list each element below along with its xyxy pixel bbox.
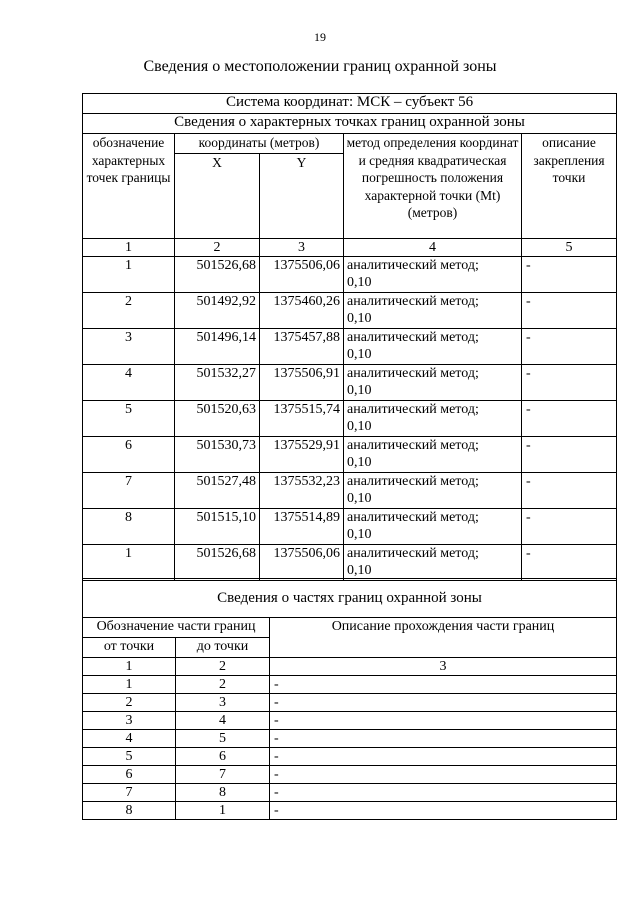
- method-text: аналитический метод;: [347, 402, 479, 417]
- coordinate-y: 1375529,91: [260, 437, 344, 473]
- parts-table: [82, 578, 617, 820]
- part-row: [83, 748, 617, 766]
- from-point: 5: [83, 748, 176, 766]
- method-cell: [344, 545, 522, 581]
- fixing-description: -: [522, 545, 617, 581]
- part-description: -: [270, 748, 617, 766]
- from-point: 3: [83, 712, 176, 730]
- coordinate-x: 501530,73: [175, 437, 260, 473]
- accuracy-value: 0,10: [347, 383, 372, 398]
- coordinate-y: 1375506,06: [260, 257, 344, 293]
- to-point-header: до точки: [176, 638, 270, 658]
- point-row: [83, 293, 617, 329]
- fixing-description: -: [522, 365, 617, 401]
- method-cell: [344, 401, 522, 437]
- column-number: 3: [270, 658, 617, 676]
- column-number: 3: [260, 239, 344, 257]
- point-row: [83, 437, 617, 473]
- x-header: X: [175, 154, 260, 239]
- to-point: 7: [176, 766, 270, 784]
- point-number: 2: [83, 293, 175, 329]
- point-number: 8: [83, 509, 175, 545]
- method-cell: [344, 473, 522, 509]
- fixing-description: -: [522, 401, 617, 437]
- part-row: [83, 784, 617, 802]
- method-cell: [344, 365, 522, 401]
- point-number: 5: [83, 401, 175, 437]
- coordinate-x: 501496,14: [175, 329, 260, 365]
- from-point: 2: [83, 694, 176, 712]
- coordinate-y: 1375532,23: [260, 473, 344, 509]
- method-text: аналитический метод;: [347, 330, 479, 345]
- method-text: аналитический метод;: [347, 294, 479, 309]
- parts-section-title: Сведения о частях границ охранной зоны: [83, 579, 617, 618]
- point-number: 1: [83, 545, 175, 581]
- point-row: [83, 545, 617, 581]
- column-number: 1: [83, 658, 176, 676]
- coordinates-header: координаты (метров): [175, 134, 344, 154]
- part-row: [83, 802, 617, 820]
- method-text: аналитический метод;: [347, 474, 479, 489]
- column-number: 2: [175, 239, 260, 257]
- coordinate-x: 501492,92: [175, 293, 260, 329]
- to-point: 5: [176, 730, 270, 748]
- accuracy-value: 0,10: [347, 455, 372, 470]
- coordinate-x: 501526,68: [175, 545, 260, 581]
- point-row: [83, 473, 617, 509]
- part-description: -: [270, 802, 617, 820]
- method-cell: [344, 437, 522, 473]
- point-number: 7: [83, 473, 175, 509]
- part-description: -: [270, 730, 617, 748]
- page-number: 19: [314, 30, 326, 44]
- point-designation-header: обозначение характерных точек границы: [83, 134, 175, 239]
- accuracy-value: 0,10: [347, 527, 372, 542]
- column-number: 5: [522, 239, 617, 257]
- method-header: метод определения координат и средняя квадратическая погрешность положения характерной точки (Mt) (метров): [344, 134, 522, 239]
- coordinate-y: 1375514,89: [260, 509, 344, 545]
- coordinate-x: 501526,68: [175, 257, 260, 293]
- method-text: аналитический метод;: [347, 510, 479, 525]
- method-cell: [344, 257, 522, 293]
- to-point: 6: [176, 748, 270, 766]
- coordinate-x: 501532,27: [175, 365, 260, 401]
- coordinate-system-label: Система координат: МСК – субъект 56: [83, 94, 617, 114]
- from-point: 7: [83, 784, 176, 802]
- accuracy-value: 0,10: [347, 491, 372, 506]
- point-number: 3: [83, 329, 175, 365]
- part-description: -: [270, 766, 617, 784]
- part-description: -: [270, 784, 617, 802]
- fixing-description: -: [522, 329, 617, 365]
- to-point: 1: [176, 802, 270, 820]
- part-row: [83, 712, 617, 730]
- method-cell: [344, 509, 522, 545]
- to-point: 3: [176, 694, 270, 712]
- to-point: 8: [176, 784, 270, 802]
- part-row: [83, 730, 617, 748]
- part-row: [83, 766, 617, 784]
- part-row: [83, 694, 617, 712]
- part-description: -: [270, 694, 617, 712]
- point-number: 4: [83, 365, 175, 401]
- accuracy-value: 0,10: [347, 311, 372, 326]
- from-point: 4: [83, 730, 176, 748]
- from-point: 6: [83, 766, 176, 784]
- accuracy-value: 0,10: [347, 347, 372, 362]
- accuracy-value: 0,10: [347, 419, 372, 434]
- part-designation-header: Обозначение части границ: [83, 618, 270, 638]
- point-row: [83, 257, 617, 293]
- fixing-description: -: [522, 437, 617, 473]
- accuracy-value: 0,10: [347, 563, 372, 578]
- point-row: [83, 509, 617, 545]
- fixing-description: -: [522, 509, 617, 545]
- coordinate-y: 1375506,06: [260, 545, 344, 581]
- part-description: -: [270, 712, 617, 730]
- fixing-description: -: [522, 473, 617, 509]
- column-number: 4: [344, 239, 522, 257]
- point-row: [83, 329, 617, 365]
- point-number: 6: [83, 437, 175, 473]
- y-header: Y: [260, 154, 344, 239]
- points-table: [82, 93, 617, 581]
- fixing-header: описание закрепления точки: [522, 134, 617, 239]
- coordinate-x: 501515,10: [175, 509, 260, 545]
- coordinate-y: 1375457,88: [260, 329, 344, 365]
- from-point: 1: [83, 676, 176, 694]
- accuracy-value: 0,10: [347, 275, 372, 290]
- to-point: 2: [176, 676, 270, 694]
- to-point: 4: [176, 712, 270, 730]
- column-number: 2: [176, 658, 270, 676]
- coordinate-y: 1375506,91: [260, 365, 344, 401]
- part-description: -: [270, 676, 617, 694]
- method-cell: [344, 329, 522, 365]
- method-text: аналитический метод;: [347, 438, 479, 453]
- points-section-title: Сведения о характерных точках границ охранной зоны: [83, 114, 617, 134]
- method-text: аналитический метод;: [347, 366, 479, 381]
- point-number: 1: [83, 257, 175, 293]
- coordinate-y: 1375460,26: [260, 293, 344, 329]
- part-row: [83, 676, 617, 694]
- coordinate-x: 501527,48: [175, 473, 260, 509]
- column-numbers-row: [83, 658, 617, 676]
- document-title: Сведения о местоположении границ охранной зоны: [143, 58, 497, 75]
- method-text: аналитический метод;: [347, 546, 479, 561]
- fixing-description: -: [522, 257, 617, 293]
- fixing-description: -: [522, 293, 617, 329]
- method-text: аналитический метод;: [347, 258, 479, 273]
- from-point: 8: [83, 802, 176, 820]
- column-numbers-row: [83, 239, 617, 257]
- point-row: [83, 401, 617, 437]
- point-row: [83, 365, 617, 401]
- from-point-header: от точки: [83, 638, 176, 658]
- coordinate-x: 501520,63: [175, 401, 260, 437]
- method-cell: [344, 293, 522, 329]
- column-number: 1: [83, 239, 175, 257]
- coordinate-y: 1375515,74: [260, 401, 344, 437]
- part-description-header: Описание прохождения части границ: [270, 618, 617, 658]
